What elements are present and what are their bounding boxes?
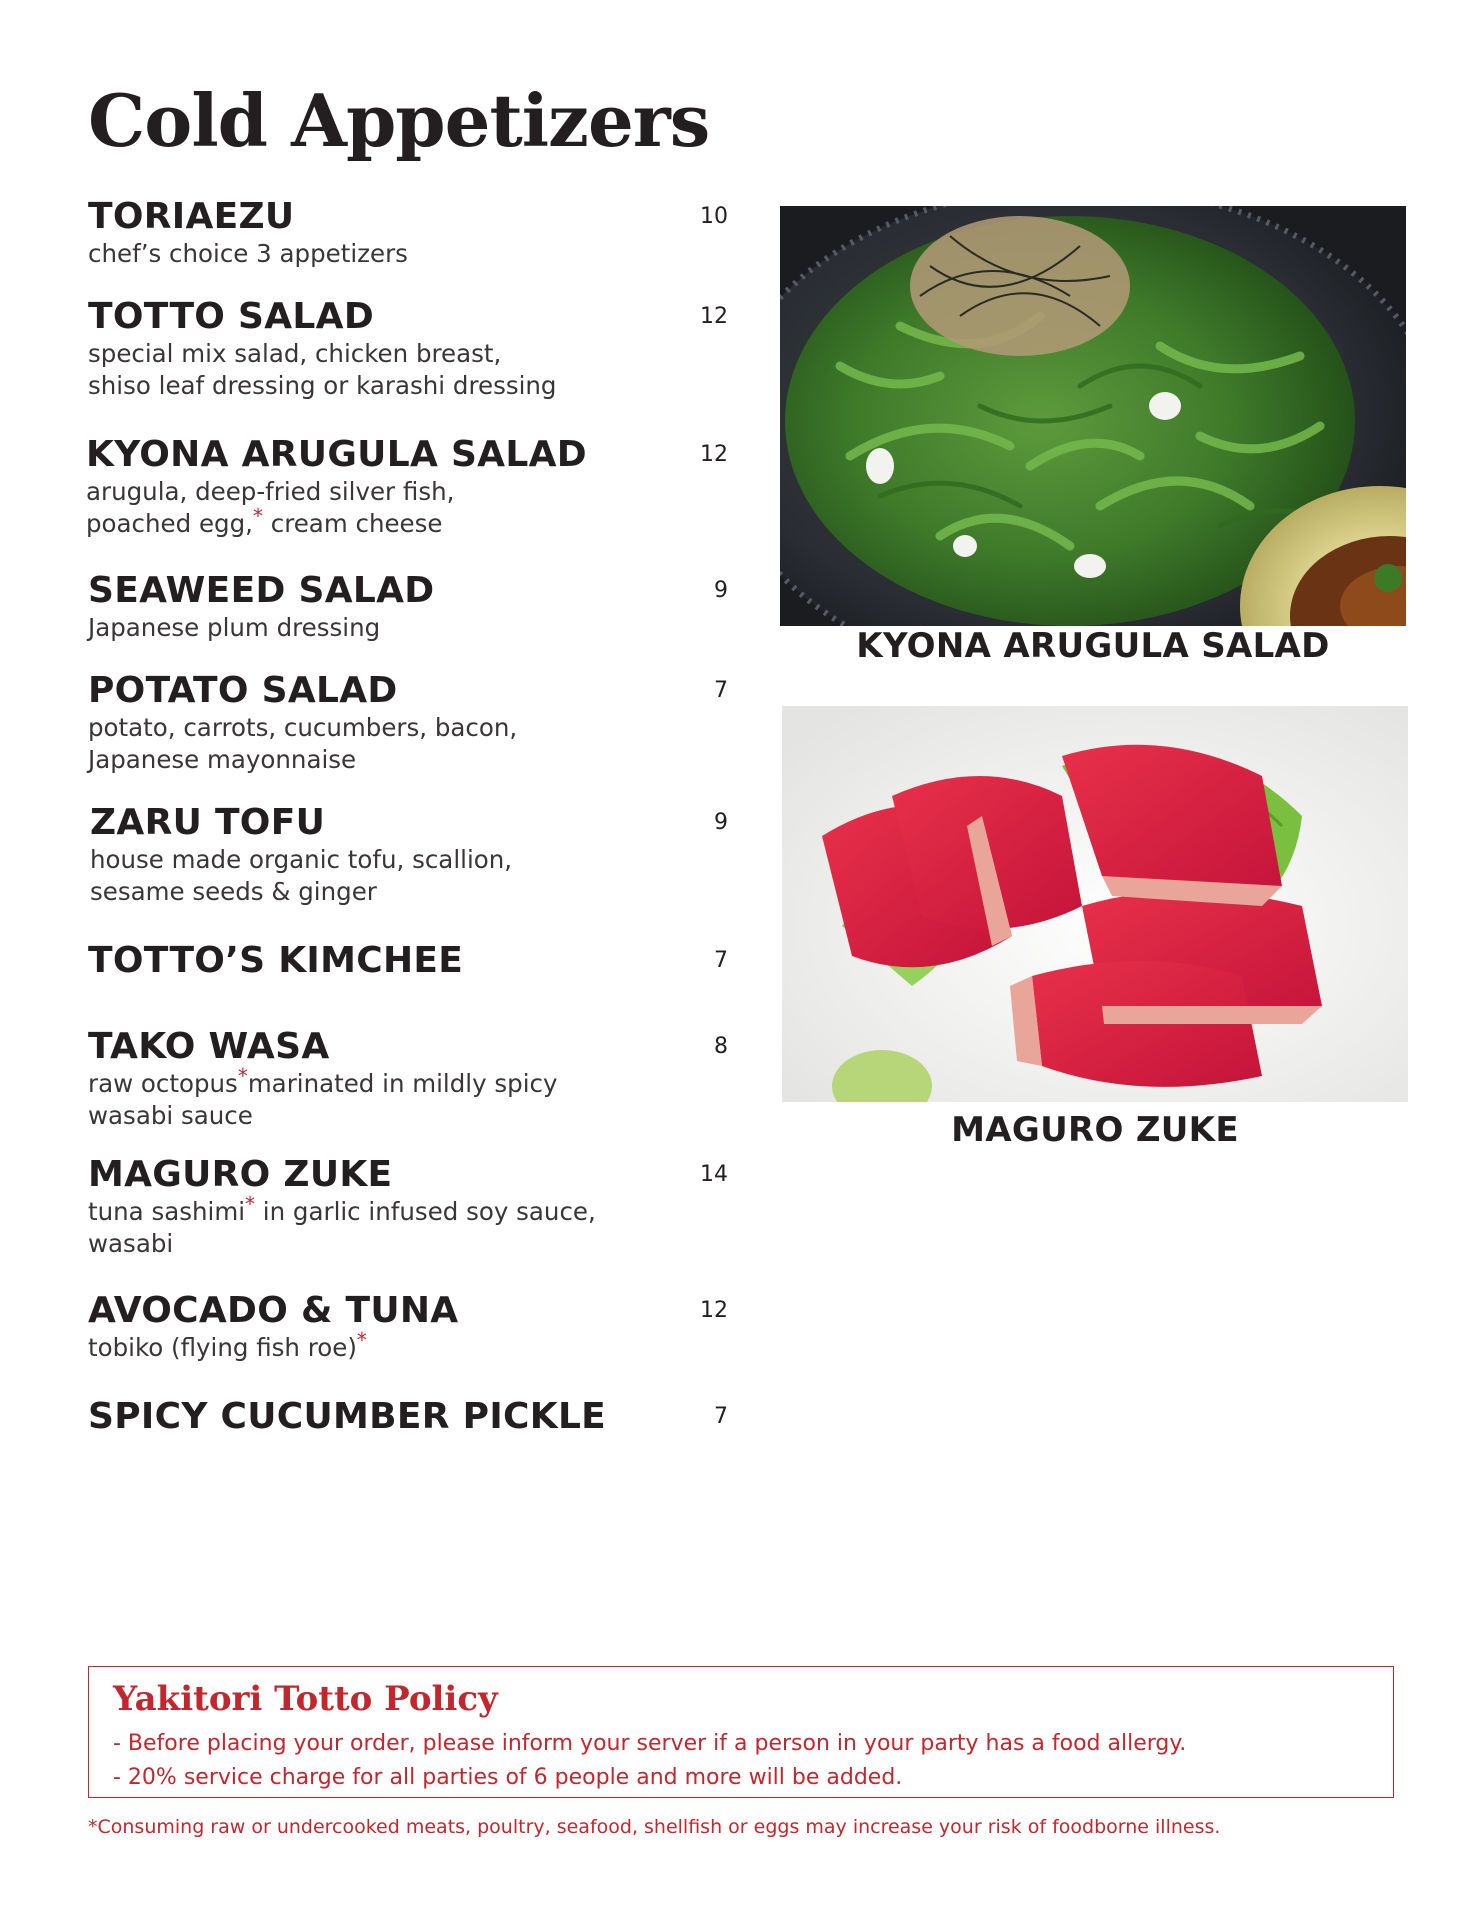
item-price: 12 [700,304,728,329]
item-name: SPICY CUCUMBER PICKLE [88,1396,607,1437]
item-desc: potato, carrots, cucumbers, bacon, [88,713,518,742]
item-desc: Japanese mayonnaise [88,745,357,774]
item-name: ZARU TOFU [90,802,326,843]
item-name: KYONA ARUGULA SALAD [86,434,587,475]
item-desc: arugula, deep-fried silver fish, [86,477,455,506]
item-desc: wasabi [88,1229,174,1258]
item-name: SEAWEED SALAD [88,570,435,611]
kyona-arugula-salad-photo [780,206,1406,626]
raw-warning-asterisk: * [237,1063,248,1088]
photo-caption: MAGURO ZUKE [951,1110,1239,1150]
food-safety-disclaimer: *Consuming raw or undercooked meats, poultry, seafood, shellfish or eggs may increase your risk of foodborne illness. [88,1816,1221,1838]
item-name: TOTTO’S KIMCHEE [88,940,464,981]
menu-item-totto-salad [88,296,728,402]
item-name: MAGURO ZUKE [88,1154,393,1195]
item-name: TORIAEZU [88,196,295,237]
policy-line: - Before placing your order, please inform your server if a person in your party has a food allergy. [113,1731,1187,1756]
item-desc: shiso leaf dressing or karashi dressing [88,371,557,400]
item-price: 12 [700,1298,728,1323]
menu-item-avocado-tuna [88,1290,728,1364]
photo-caption: KYONA ARUGULA SALAD [856,626,1330,666]
item-price: 12 [700,442,728,467]
item-desc: tobiko (flying fish roe)* [88,1327,367,1362]
policy-box [88,1666,1394,1798]
item-name: POTATO SALAD [88,670,398,711]
menu-item-kyona-arugula-salad [86,434,728,540]
menu-item-toriaezu [88,196,728,270]
item-price: 9 [714,578,728,603]
item-name: TOTTO SALAD [88,296,375,337]
item-price: 7 [714,678,728,703]
item-price: 10 [700,204,728,229]
item-desc: raw octopus*marinated in mildly spicy [88,1063,558,1098]
maguro-zuke-photo [782,706,1408,1102]
item-price: 7 [714,948,728,973]
item-price: 14 [700,1162,728,1187]
page-title: Cold Appetizers [88,78,710,163]
item-name: TAKO WASA [88,1026,330,1067]
menu-item-seaweed-salad [88,570,728,644]
item-desc: house made organic tofu, scallion, [90,845,513,874]
item-desc: sesame seeds & ginger [90,877,377,906]
policy-title: Yakitori Totto Policy [113,1679,498,1719]
item-desc: special mix salad, chicken breast, [88,339,502,368]
menu-item-maguro-zuke [88,1154,728,1260]
menu-item-zaru-tofu [90,802,728,908]
item-desc: poached egg,* cream cheese [86,503,443,538]
item-desc: tuna sashimi* in garlic infused soy sauce, [88,1191,596,1226]
menu-item-tottos-kimchee [88,940,728,982]
item-price: 9 [714,810,728,835]
item-price: 7 [714,1404,728,1429]
item-desc: chef’s choice 3 appetizers [88,239,408,268]
menu-item-potato-salad [88,670,728,776]
item-name: AVOCADO & TUNA [88,1290,459,1331]
raw-warning-asterisk: * [245,1191,256,1216]
item-desc: Japanese plum dressing [88,613,381,642]
item-desc: wasabi sauce [88,1101,253,1130]
menu-item-spicy-cucumber-pickle [88,1396,728,1438]
raw-warning-asterisk: * [356,1327,367,1352]
item-price: 8 [714,1034,728,1059]
policy-line: - 20% service charge for all parties of 6 people and more will be added. [113,1765,903,1790]
raw-warning-asterisk: * [252,503,263,528]
menu-item-tako-wasa [88,1026,728,1132]
